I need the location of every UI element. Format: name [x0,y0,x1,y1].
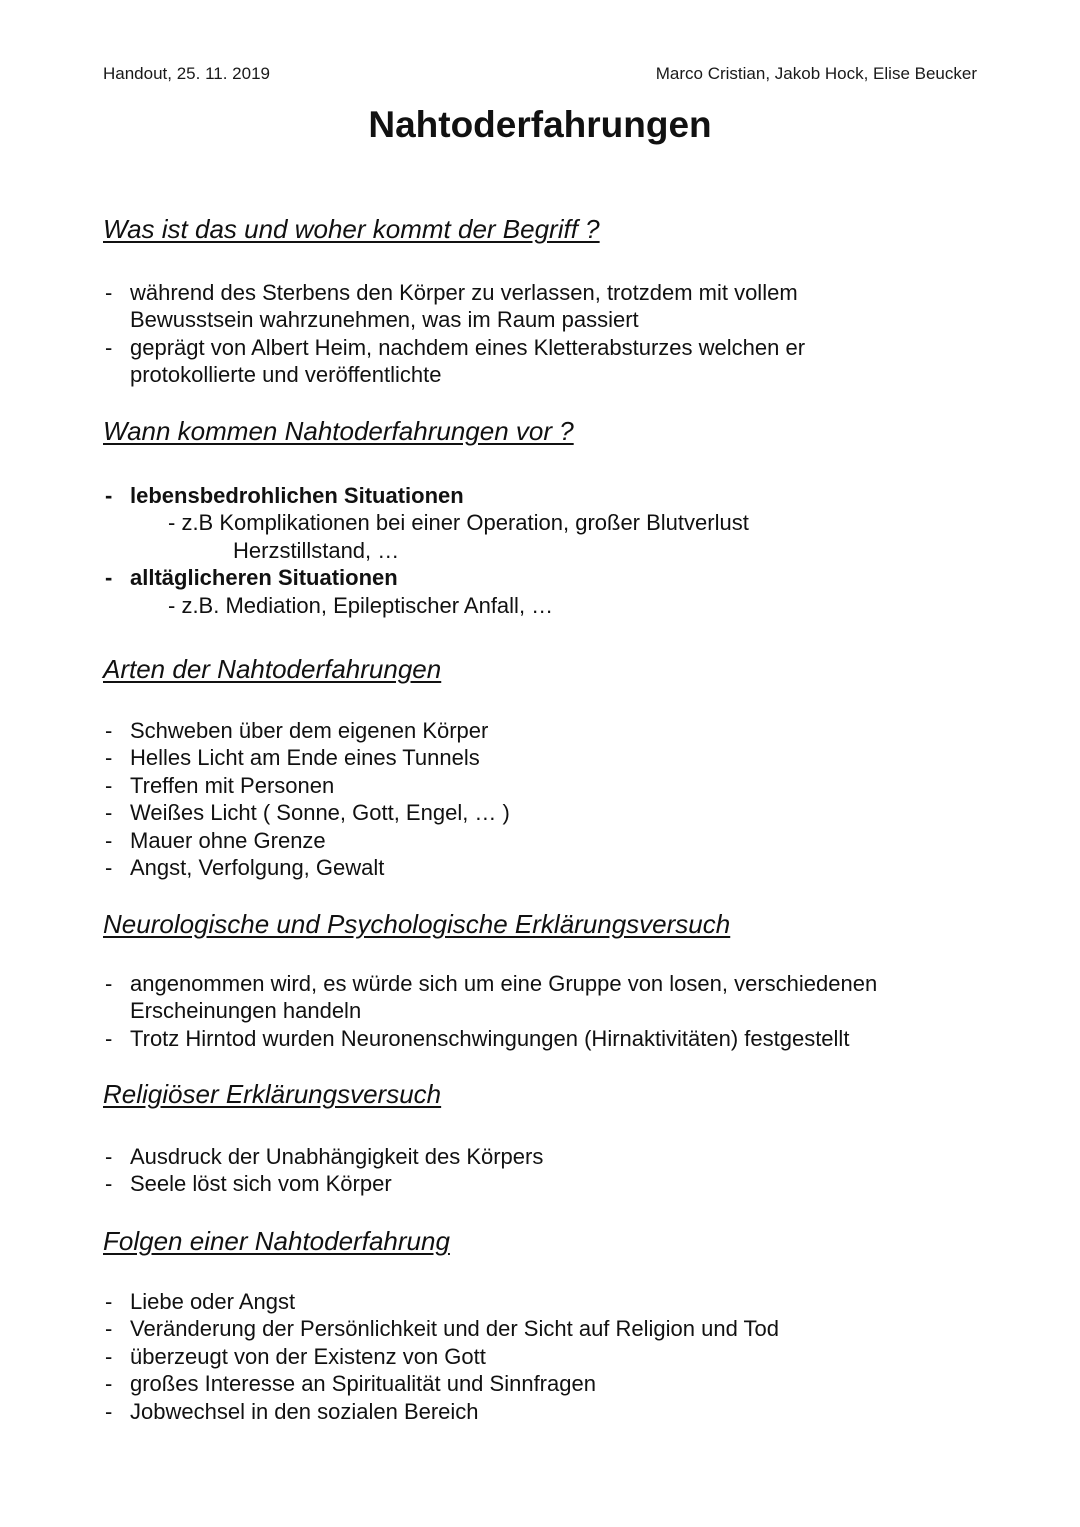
example-line: Herzstillstand, … [233,537,400,563]
list-item: - während des Sterbens den Körper zu verlassen, trotzdem mit vollem Bewusstsein wahrzunehmen, was im Raum passiert [103,279,883,334]
list-item: - Jobwechsel in den sozialen Bereich [103,1398,923,1425]
list-item [103,482,923,564]
list-item: - Schweben über dem eigenen Körper [103,717,923,744]
list-item: - Treffen mit Personen [103,772,923,799]
occurrence-examples [130,592,923,619]
occurrence-list [103,482,923,619]
types-list [103,717,923,881]
list-item: - geprägt von Albert Heim, nachdem eines Kletterabsturzes welchen er protokollierte und veröffentlichte [103,334,883,389]
list-item: - Helles Licht am Ende eines Tunnels [103,744,923,771]
section-heading-religious: Religiöser Erklärungsversuch [103,1079,442,1109]
header-date: Handout, 25. 11. 2019 [103,64,270,83]
example-line: - z.B. Mediation, Epileptischer Anfall, … [168,592,554,618]
section-heading-types: Arten der Nahtoderfahrungen [103,654,442,684]
list-item [103,564,923,619]
list-item: - großes Interesse an Spiritualität und Sinnfragen [103,1370,923,1397]
list-item: - Liebe oder Angst [103,1288,923,1315]
header-authors: Marco Cristian, Jakob Hock, Elise Beucker [655,64,977,83]
list-item: - Trotz Hirntod wurden Neuronenschwingungen (Hirnaktivitäten) festgestellt [103,1025,963,1052]
list-item: - Weißes Licht ( Sonne, Gott, Engel, … ) [103,799,923,826]
section-heading-definition: Was ist das und woher kommt der Begriff ? [103,214,600,244]
religious-list [103,1143,923,1198]
consequences-list [103,1288,923,1425]
list-item: - Ausdruck der Unabhängigkeit des Körpers [103,1143,923,1170]
occurrence-label: alltäglicheren Situationen [130,565,398,591]
occurrence-label: lebensbedrohlichen Situationen [130,483,464,508]
section-heading-occurrence: Wann kommen Nahtoderfahrungen vor ? [103,416,574,446]
example-line: - z.B Komplikationen bei einer Operation, großer Blutverlust [168,510,749,536]
neurological-list [103,970,963,1052]
occurrence-examples [130,509,923,564]
definition-list [103,279,883,389]
list-item: - Mauer ohne Grenze [103,827,923,854]
list-item: - überzeugt von der Existenz von Gott [103,1343,923,1370]
section-heading-neurological: Neurologische und Psychologische Erklärungsversuch [103,909,731,939]
section-heading-consequences: Folgen einer Nahtoderfahrung [103,1226,450,1256]
list-item: - angenommen wird, es würde sich um eine Gruppe von losen, verschiedenen Erscheinungen handeln [103,970,963,1025]
list-item: - Seele löst sich vom Körper [103,1170,923,1197]
page-title: Nahtoderfahrungen [368,104,712,145]
list-item: - Veränderung der Persönlichkeit und der Sicht auf Religion und Tod [103,1315,923,1342]
list-item: - Angst, Verfolgung, Gewalt [103,854,923,881]
